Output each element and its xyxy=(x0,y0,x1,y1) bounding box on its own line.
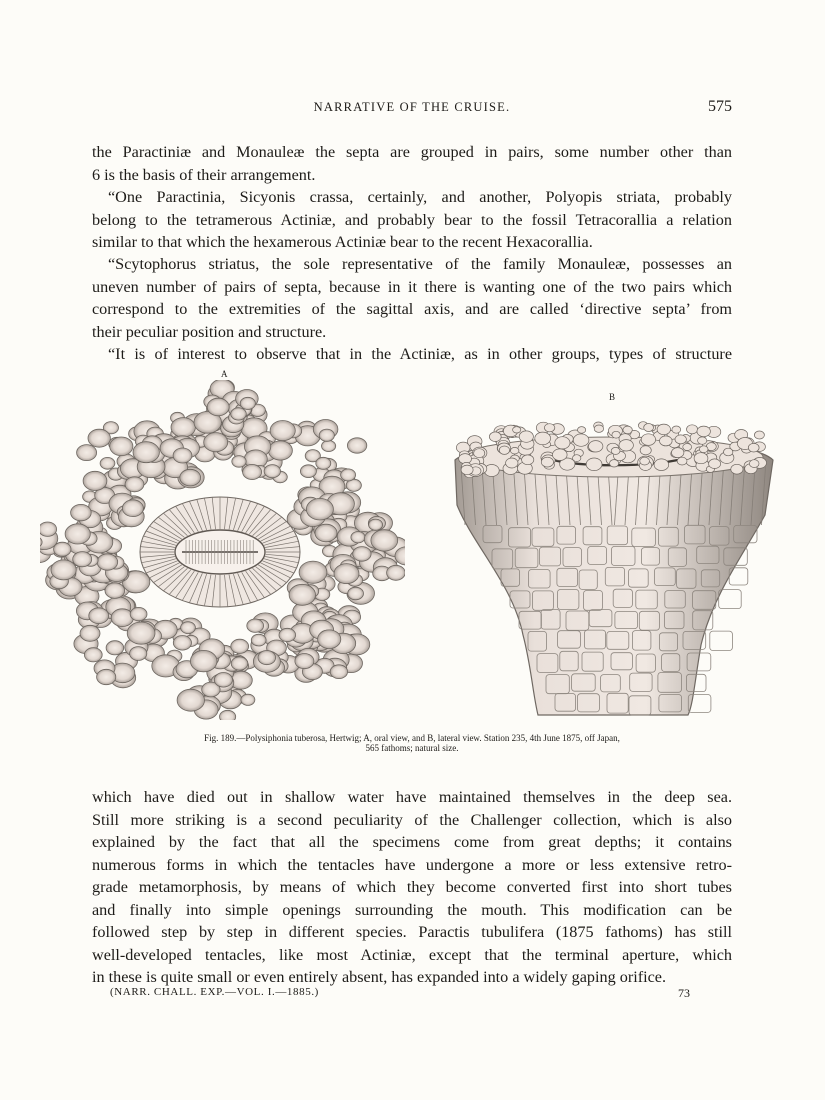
running-title: NARRATIVE OF THE CRUISE. xyxy=(313,100,511,114)
figure-label-a: A xyxy=(221,369,228,379)
paragraph-4 xyxy=(92,343,732,366)
text-line: “It is of interest to observe that in the Actiniæ, as in other groups, types of structure xyxy=(108,345,732,363)
text-line: Still more striking is a second peculiarity of the Challenger collection, which is also xyxy=(92,810,732,829)
text-line: belong to the tetramerous Actiniæ, and probably bear to the fossil Tetracorallia a relation xyxy=(92,210,732,229)
text-line: which have died out in shallow water have maintained themselves in the deep sea. xyxy=(92,788,732,806)
figure-label-b: B xyxy=(609,392,616,402)
paragraph-2 xyxy=(92,186,732,254)
caption-line: 565 fathoms; natural size. xyxy=(365,743,459,753)
specimen-lateral-view-illustration xyxy=(443,405,783,720)
paragraph-1 xyxy=(92,141,732,186)
text-line: 6 is the basis of their arrangement. xyxy=(92,165,316,184)
text-line: uneven number of pairs of septa, because in it there is wanting one of the two pairs which xyxy=(92,277,732,296)
text-line: “One Paractinia, Sicyonis crassa, certainly, and another, Polyopis striata, probably xyxy=(108,188,732,206)
text-line: followed step by step in different species. Paractis tubulifera (1875 fathoms) has still xyxy=(92,923,732,941)
text-line: and finally into simple openings surrounding the mouth. This modification can be xyxy=(92,900,732,919)
text-line: “Scytophorus striatus, the sole representative of the family Monauleæ, possesses an xyxy=(108,255,732,273)
text-line: the Paractiniæ and Monauleæ the septa are grouped in pairs, some number other than xyxy=(92,143,732,161)
text-line: explained by the fact that all the specimens come from great depths; it contains xyxy=(92,833,732,851)
text-line: numerous forms in which the tentacles have undergone a more or less extensive retro- xyxy=(92,855,732,874)
signature-mark: 73 xyxy=(678,986,690,1000)
text-line: correspond to the extremities of the sagittal axis, and are called ‘directive septa’ from xyxy=(92,300,732,318)
figure-caption xyxy=(92,733,732,753)
page-footer xyxy=(110,986,690,1002)
text-line: grade metamorphosis, by means of which they become converted first into short tubes xyxy=(92,878,732,896)
text-line: similar to that which the hexamerous Actiniæ bear to the recent Hexacorallia. xyxy=(92,233,593,251)
specimen-oral-view-illustration xyxy=(40,380,405,720)
text-line: in these is quite small or even entirely absent, has expanded into a widely gaping orifice. xyxy=(92,968,667,986)
paragraph-3 xyxy=(92,253,732,343)
text-line: their peculiar position and structure. xyxy=(92,322,327,341)
caption-line: Fig. 189.—Polysiphonia tuberosa, Hertwig; A, oral view, and B, lateral view. Station 235, 4th June 1875, off Japan, xyxy=(204,733,620,743)
footer-citation: (NARR. CHALL. EXP.—VOL. I.—1885.) xyxy=(110,986,319,998)
paragraph-5 xyxy=(92,786,732,989)
page-number: 575 xyxy=(708,98,732,115)
running-header xyxy=(92,100,732,120)
text-line: well-developed tentacles, like most Actiniæ, except that the terminal aperture, which xyxy=(92,945,732,964)
